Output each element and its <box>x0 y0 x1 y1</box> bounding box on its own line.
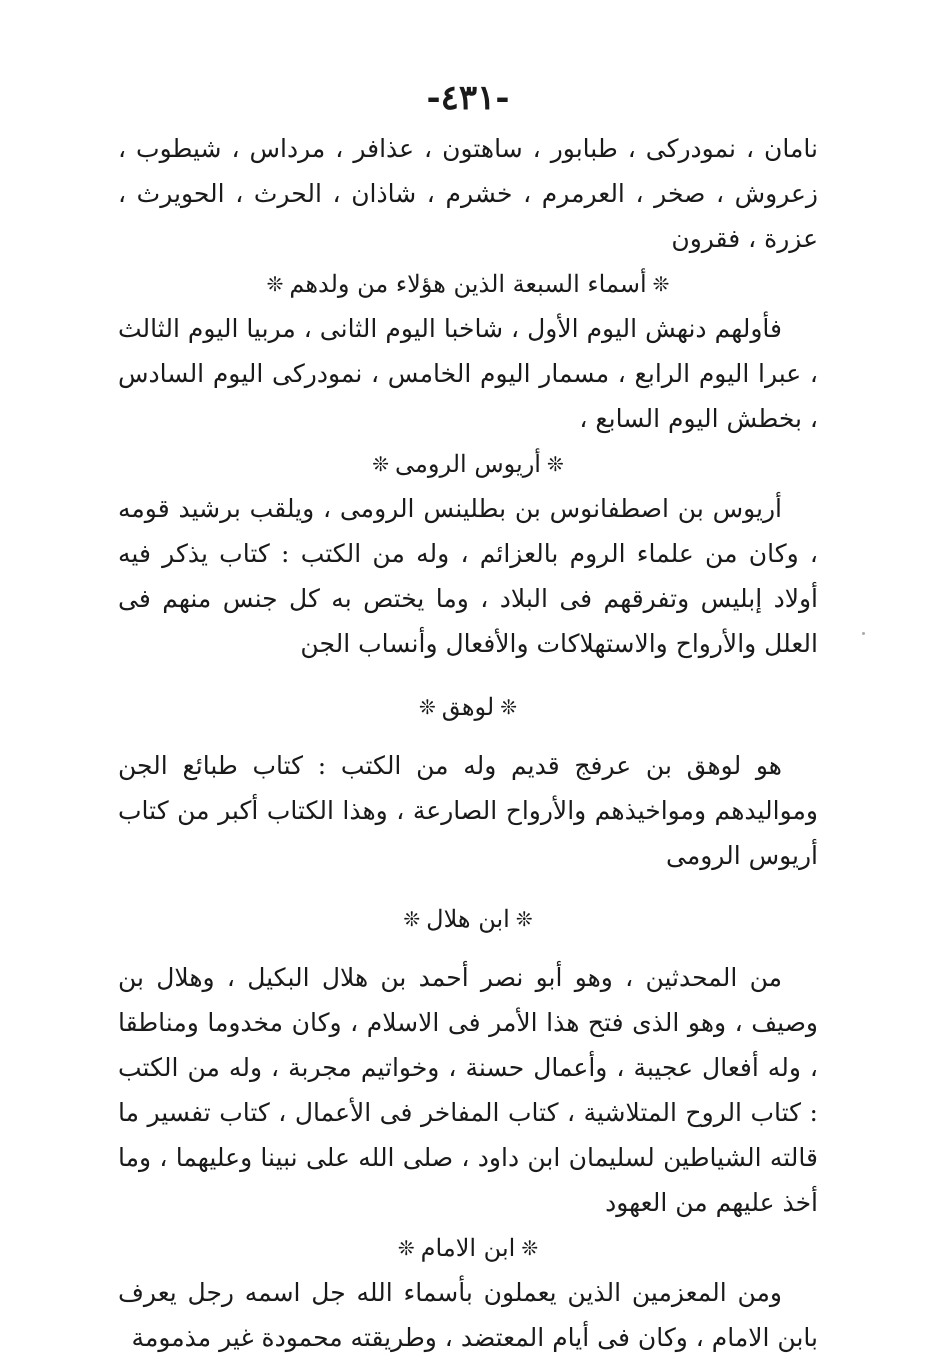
section-heading-lawhaq <box>118 684 818 729</box>
ornament-icon: ❊ <box>515 907 533 931</box>
ornament-icon: ❊ <box>403 907 421 931</box>
section-heading-text: أسماء السبعة الذين هؤلاء من ولدهم <box>289 270 647 298</box>
ornament-icon: ❊ <box>546 452 564 476</box>
document-page <box>118 70 818 1360</box>
paragraph-ibn-hilal: من المحدثين ، وهو أبو نصر أحمد بن هلال البكيل ، وهلال بن وصيف ، وهو الذى فتح هذا الأمر فى الاسلام ، وكان مخدوما ومناطقا ، وله أفعال عجيبة ، وأعمال حسنة ، وخواتيم مجربة ، وله من الكتب : كتاب الروح المتلاشية ، كتاب المفاخر فى الأعمال ، كتاب تفسير ما قالته الشياطين لسليمان ابن داود ، صلى الله على نبينا وعليهما ، وما أخذ عليهم من العهود <box>118 963 818 1217</box>
section-heading-text: ابن الامام <box>420 1234 516 1262</box>
section-heading-ibn-al-imam <box>118 1225 818 1270</box>
section-heading-seven-names <box>118 261 818 306</box>
ornament-icon: ❊ <box>372 452 390 476</box>
page-number: -٤٣١- <box>426 78 510 118</box>
paragraph-arius: أريوس بن اصطفانوس بن بطلينس الرومى ، ويلقب برشيد قومه ، وكان من علماء الروم بالعزائم ، وله من الكتب : كتاب يذكر فيه أولاد إبليس وتفرقهم فى البلاد ، وما يختص به كل جنس منهم فى العلل والأرواح والاستهلاكات والأفعال وأنساب الجن <box>118 494 818 658</box>
paragraph-seven-days: فأولهم دنهش اليوم الأول ، شاخبا اليوم الثانى ، مربيا اليوم الثالث ، عبرا اليوم الرابع ، مسمار اليوم الخامس ، نمودركى اليوم السادس ، بخطش اليوم السابع ، <box>118 314 818 433</box>
ornament-icon: ❊ <box>521 1236 539 1260</box>
section-heading-ibn-hilal <box>118 896 818 941</box>
section-heading-text: ابن هلال <box>426 905 510 933</box>
paragraph-names-list: نامان ، نمودركى ، طبابور ، ساهتون ، عذافر ، مرداس ، شيطوب ، زعروش ، صخر ، العرمرم ، خشرم ، شاذان ، الحرث ، الحويرث ، عزرة ، فقرون <box>118 134 818 253</box>
ornament-icon: ❊ <box>500 695 517 719</box>
ornament-icon: ❊ <box>266 272 284 296</box>
section-heading-text: لوهق <box>441 693 495 721</box>
ornament-icon: ❊ <box>397 1236 415 1260</box>
section-heading-text: أريوس الرومى <box>395 450 541 478</box>
section-heading-arius <box>118 441 818 486</box>
paragraph-ibn-al-imam: ومن المعزمين الذين يعملون بأسماء الله جل اسمه رجل يعرف بابن الامام ، وكان فى أيام المعتضد ، وطريقته محمودة غير مذمومة <box>118 1278 818 1352</box>
ornament-icon: ❊ <box>652 272 670 296</box>
ornament-icon: ❊ <box>419 695 436 719</box>
page-speck <box>862 632 865 635</box>
paragraph-lawhaq: هو لوهق بن عرفج قديم وله من الكتب : كتاب طبائع الجن ومواليدهم ومواخيذهم والأرواح الصارعة ، وهذا الكتاب أكبر من كتاب أريوس الرومى <box>118 751 818 870</box>
